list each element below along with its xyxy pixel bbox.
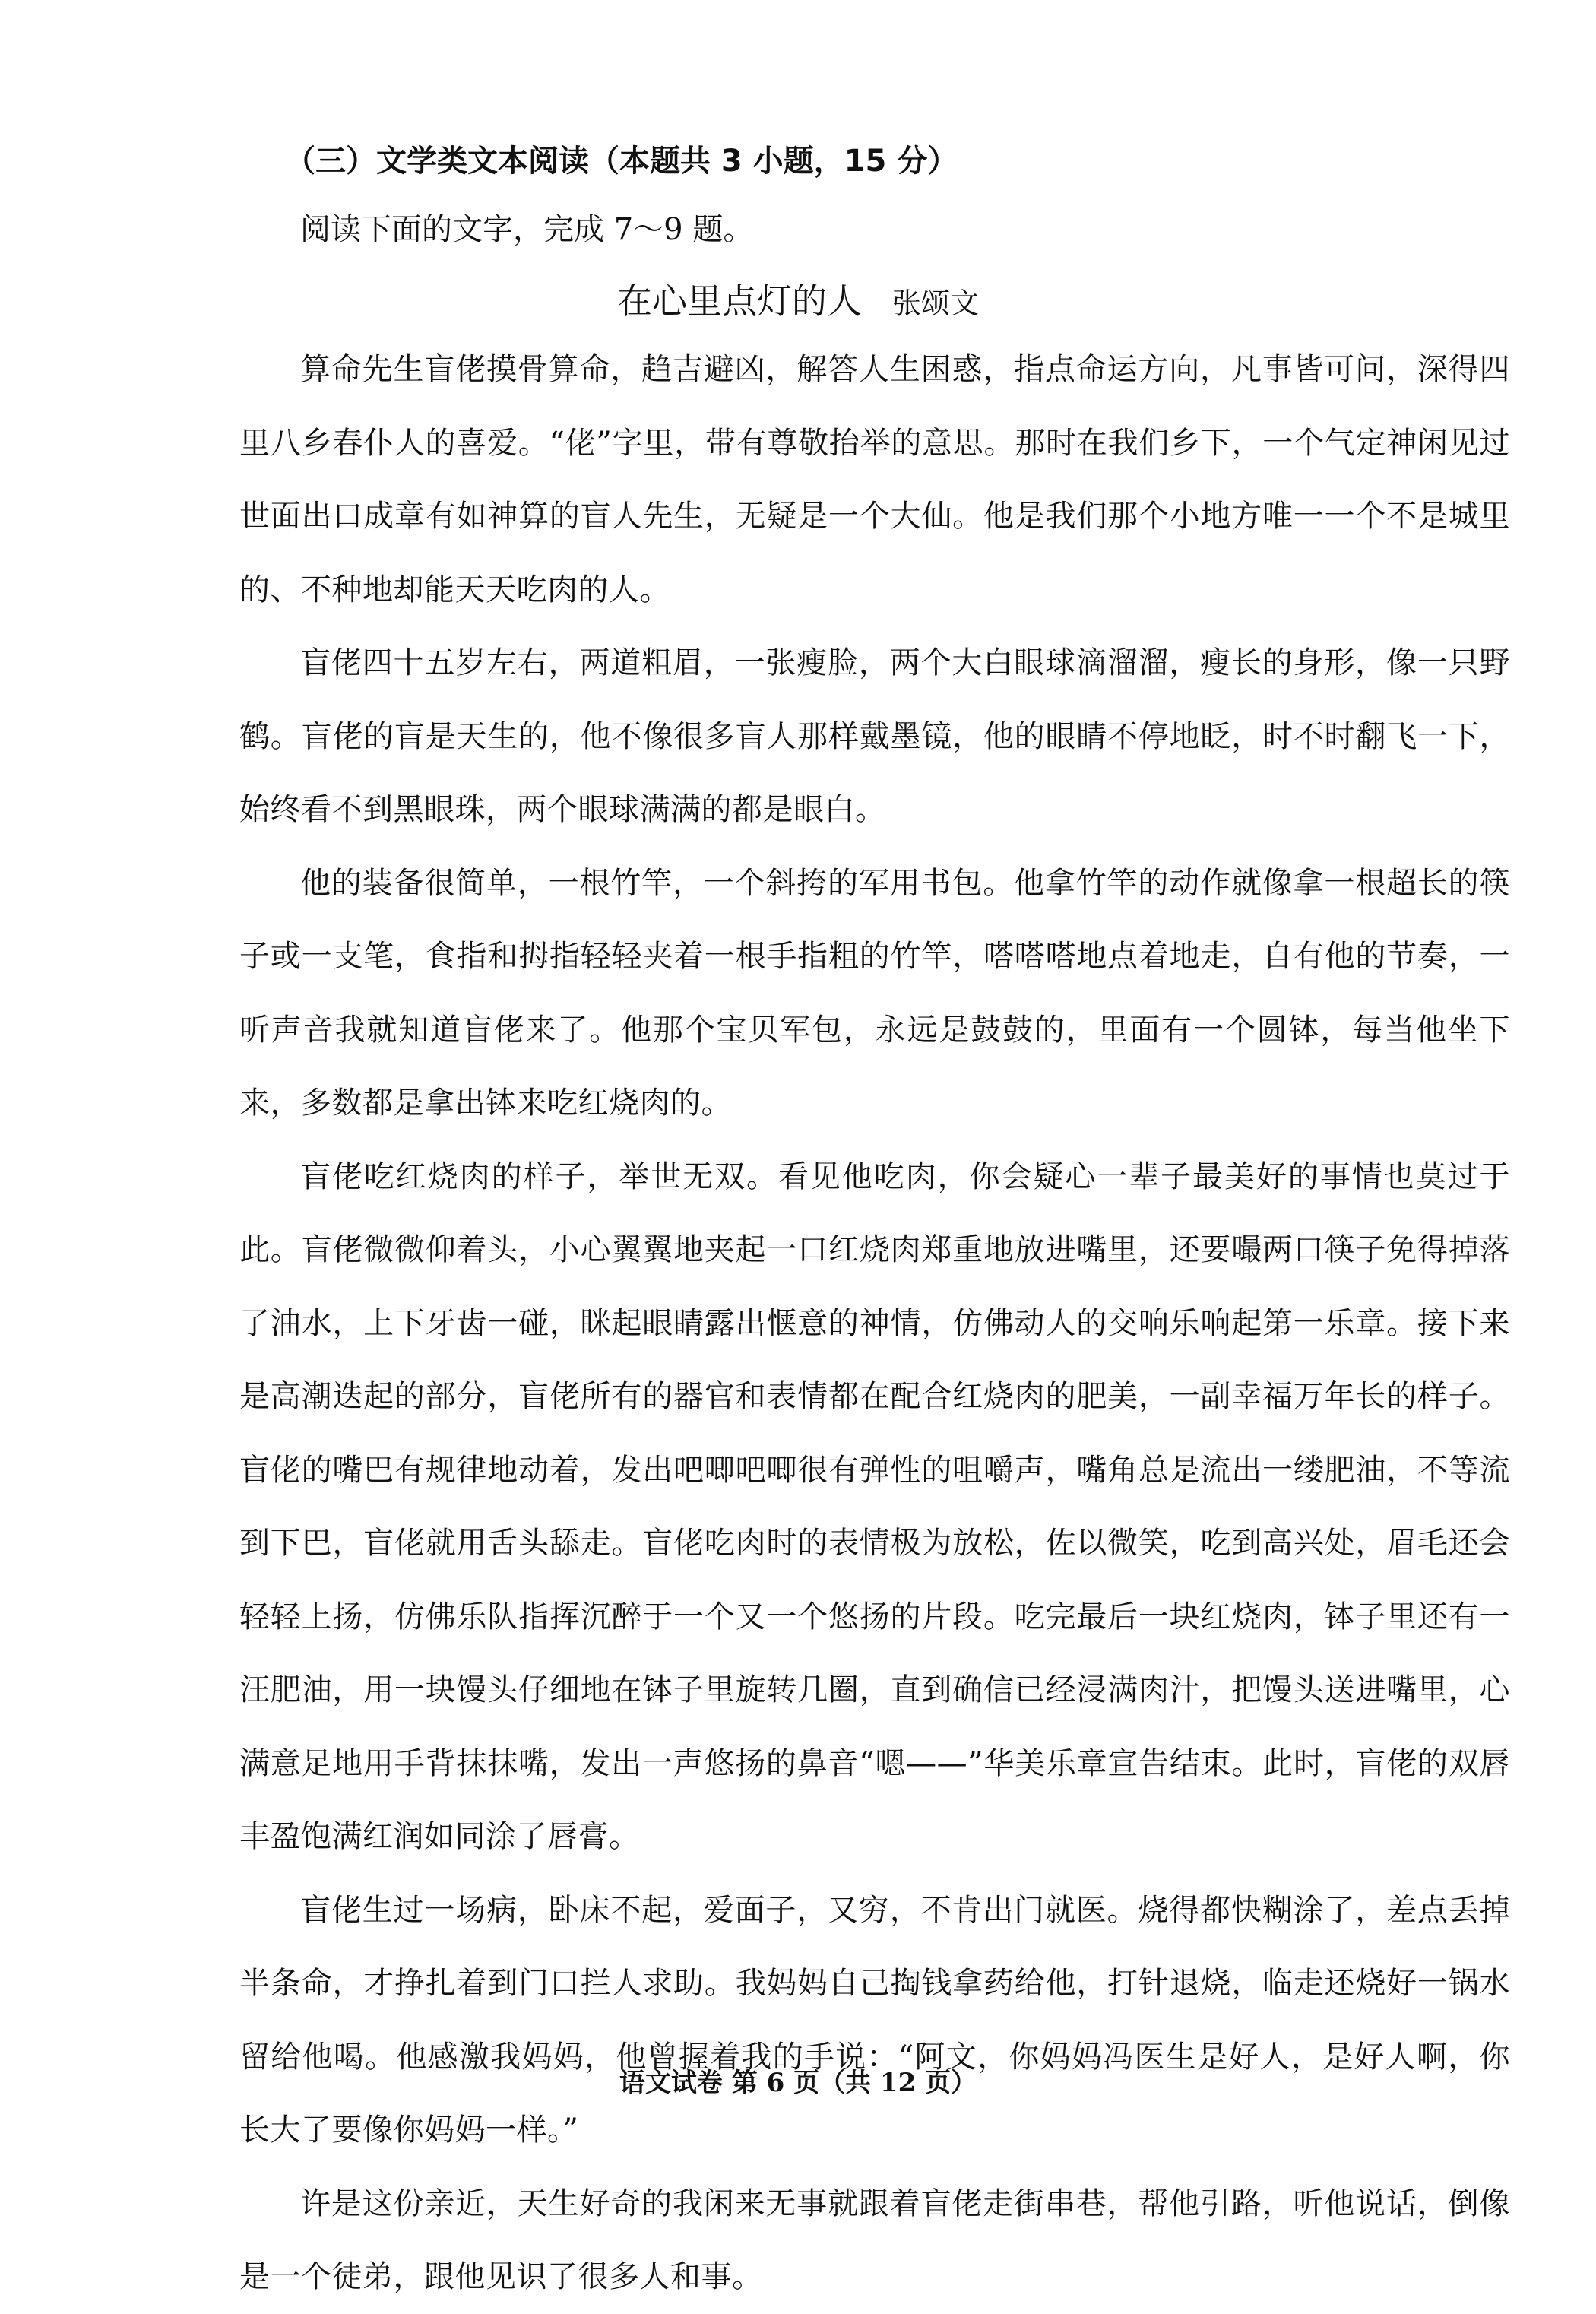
story-author: 张颂文 bbox=[891, 287, 979, 320]
paragraph: 盲佬吃红烧肉的样子，举世无双。看见他吃肉，你会疑心一辈子最美好的事情也莫过于此。盲佬微微仰着头，小心翼翼地夹起一口红烧肉郑重地放进嘴里，还要嘬两口筷子免得掉落了油水，上下牙齿一碰，眯起眼睛露出惬意的神情，仿佛动人的交响乐响起第一乐章。接下来是高潮迭起的部分，盲佬所有的器官和表情都在配合红烧肉的肥美，一副幸福万年长的样子。盲佬的嘴巴有规律地动着，发出吧唧吧唧很有弹性的咀嚼声，嘴角总是流出一缕肥油，不等流到下巴，盲佬就用舌头舔走。盲佬吃肉时的表情极为放松，佐以微笑，吃到高兴处，眉毛还会轻轻上扬，仿佛乐队指挥沉醉于一个又一个悠扬的片段。吃完最后一块红烧肉，钵子里还有一汪肥油，用一块馒头仔细地在钵子里旋转几圈，直到确信已经浸满肉汁，把馒头送进嘴里，心满意足地用手背抹抹嘴，发出一声悠扬的鼻音“嗯——”华美乐章宣告结束。此时，盲佬的双唇丰盈饱满红润如同涂了唇膏。 bbox=[239, 1159, 1510, 1854]
section-title: （三）文学类文本阅读（本题共 3 小题，15 分） bbox=[285, 144, 958, 179]
story-body bbox=[239, 333, 1510, 2314]
story-title: 在心里点灯的人 bbox=[616, 281, 862, 322]
paragraph: 盲佬生过一场病，卧床不起，爱面子，又穷，不肯出门就医。烧得都快糊涂了，差点丢掉半条命，才挣扎着到门口拦人求助。我妈妈自己掏钱拿药给他，打针退烧，临走还烧好一锅水留给他喝。他感激我妈妈，他曾握着我的手说：“阿文，你妈妈冯医生是好人，是好人啊，你长大了要像你妈妈一样。” bbox=[239, 1892, 1510, 2148]
reading-instruction: 阅读下面的文字，完成 7～9 题。 bbox=[300, 212, 754, 247]
story-heading bbox=[0, 274, 1596, 324]
paragraph: 盲佬四十五岁左右，两道粗眉，一张瘦脸，两个大白眼球滴溜溜，瘦长的身形，像一只野鹤。盲佬的盲是天生的，他不像很多盲人那样戴墨镜，他的眼睛不停地眨，时不时翻飞一下，始终看不到黑眼珠，两个眼球满满的都是眼白。 bbox=[239, 645, 1510, 827]
page-footer: 语文试卷 第 6 页（共 12 页） bbox=[619, 2068, 977, 2098]
paragraph: 他的装备很简单，一根竹竿，一个斜挎的军用书包。他拿竹竿的动作就像拿一根超长的筷子或一支笔，食指和拇指轻轻夹着一根手指粗的竹竿，嗒嗒嗒地点着地走，自有他的节奏，一听声音我就知道盲佬来了。他那个宝贝军包，永远是鼓鼓的，里面有一个圆钵，每当他坐下来，多数都是拿出钵来吃红烧肉的。 bbox=[239, 865, 1510, 1121]
paragraph: 算命先生盲佬摸骨算命，趋吉避凶，解答人生困惑，指点命运方向，凡事皆可问，深得四里八乡春仆人的喜爱。“佬”字里，带有尊敬抬举的意思。那时在我们乡下，一个气定神闲见过世面出口成章有如神算的盲人先生，无疑是一个大仙。他是我们那个小地方唯一一个不是城里的、不种地却能天天吃肉的人。 bbox=[239, 352, 1510, 607]
paragraph: 许是这份亲近，天生好奇的我闲来无事就跟着盲佬走街串巷，帮他引路，听他说话，倒像是一个徒弟，跟他见识了很多人和事。 bbox=[239, 2186, 1510, 2294]
